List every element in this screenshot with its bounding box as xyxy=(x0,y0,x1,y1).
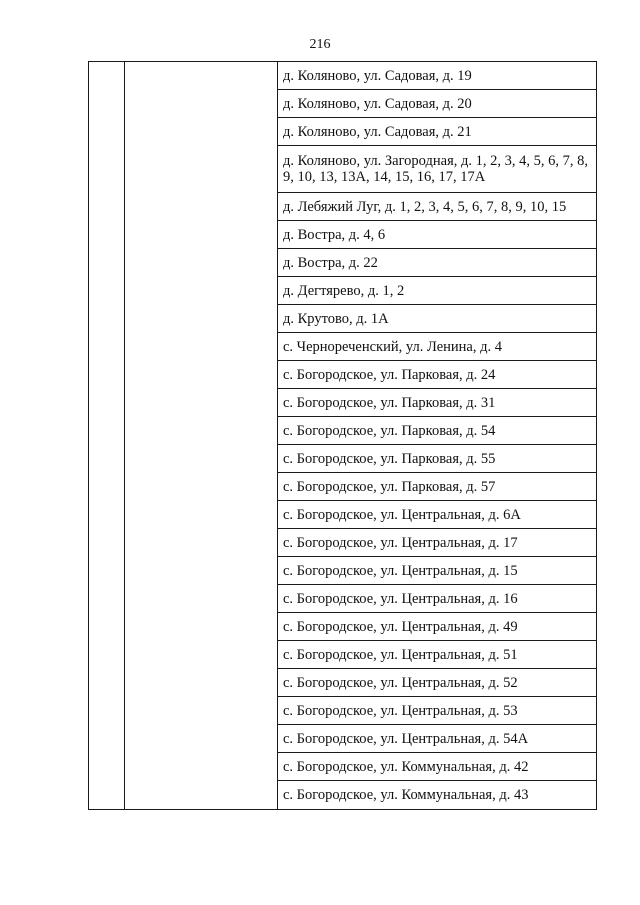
address-cell: с. Богородское, ул. Коммунальная, д. 43 xyxy=(278,781,597,810)
address-cell: с. Богородское, ул. Коммунальная, д. 42 xyxy=(278,753,597,781)
address-cell: с. Богородское, ул. Центральная, д. 53 xyxy=(278,697,597,725)
address-cell: с. Богородское, ул. Центральная, д. 54А xyxy=(278,725,597,753)
address-cell: с. Богородское, ул. Парковая, д. 55 xyxy=(278,445,597,473)
address-cell: с. Богородское, ул. Парковая, д. 24 xyxy=(278,361,597,389)
address-cell: д. Крутово, д. 1А xyxy=(278,305,597,333)
address-cell: с. Богородское, ул. Центральная, д. 15 xyxy=(278,557,597,585)
empty-column-cell-1 xyxy=(89,62,125,810)
address-cell: с. Богородское, ул. Центральная, д. 16 xyxy=(278,585,597,613)
address-table xyxy=(88,61,597,810)
address-cell: д. Коляново, ул. Садовая, д. 20 xyxy=(278,90,597,118)
address-cell: д. Коляново, ул. Загородная, д. 1, 2, 3, 4, 5, 6, 7, 8, 9, 10, 13, 13А, 14, 15, 16, 17, 17А xyxy=(278,146,597,193)
address-cell: д. Лебяжий Луг, д. 1, 2, 3, 4, 5, 6, 7, 8, 9, 10, 15 xyxy=(278,193,597,221)
address-cell: д. Востра, д. 22 xyxy=(278,249,597,277)
address-cell: д. Коляново, ул. Садовая, д. 19 xyxy=(278,62,597,90)
address-cell: с. Богородское, ул. Центральная, д. 17 xyxy=(278,529,597,557)
empty-column-cell-2 xyxy=(125,62,278,810)
page-number: 216 xyxy=(309,37,331,52)
address-cell: с. Чернореченский, ул. Ленина, д. 4 xyxy=(278,333,597,361)
address-cell: с. Богородское, ул. Центральная, д. 49 xyxy=(278,613,597,641)
address-cell: д. Коляново, ул. Садовая, д. 21 xyxy=(278,118,597,146)
address-cell: с. Богородское, ул. Центральная, д. 6А xyxy=(278,501,597,529)
address-cell: с. Богородское, ул. Парковая, д. 54 xyxy=(278,417,597,445)
address-cell: д. Востра, д. 4, 6 xyxy=(278,221,597,249)
address-cell: с. Богородское, ул. Центральная, д. 51 xyxy=(278,641,597,669)
table-row xyxy=(89,62,597,90)
address-cell: д. Дегтярево, д. 1, 2 xyxy=(278,277,597,305)
address-cell: с. Богородское, ул. Парковая, д. 31 xyxy=(278,389,597,417)
address-cell: с. Богородское, ул. Центральная, д. 52 xyxy=(278,669,597,697)
address-cell: с. Богородское, ул. Парковая, д. 57 xyxy=(278,473,597,501)
